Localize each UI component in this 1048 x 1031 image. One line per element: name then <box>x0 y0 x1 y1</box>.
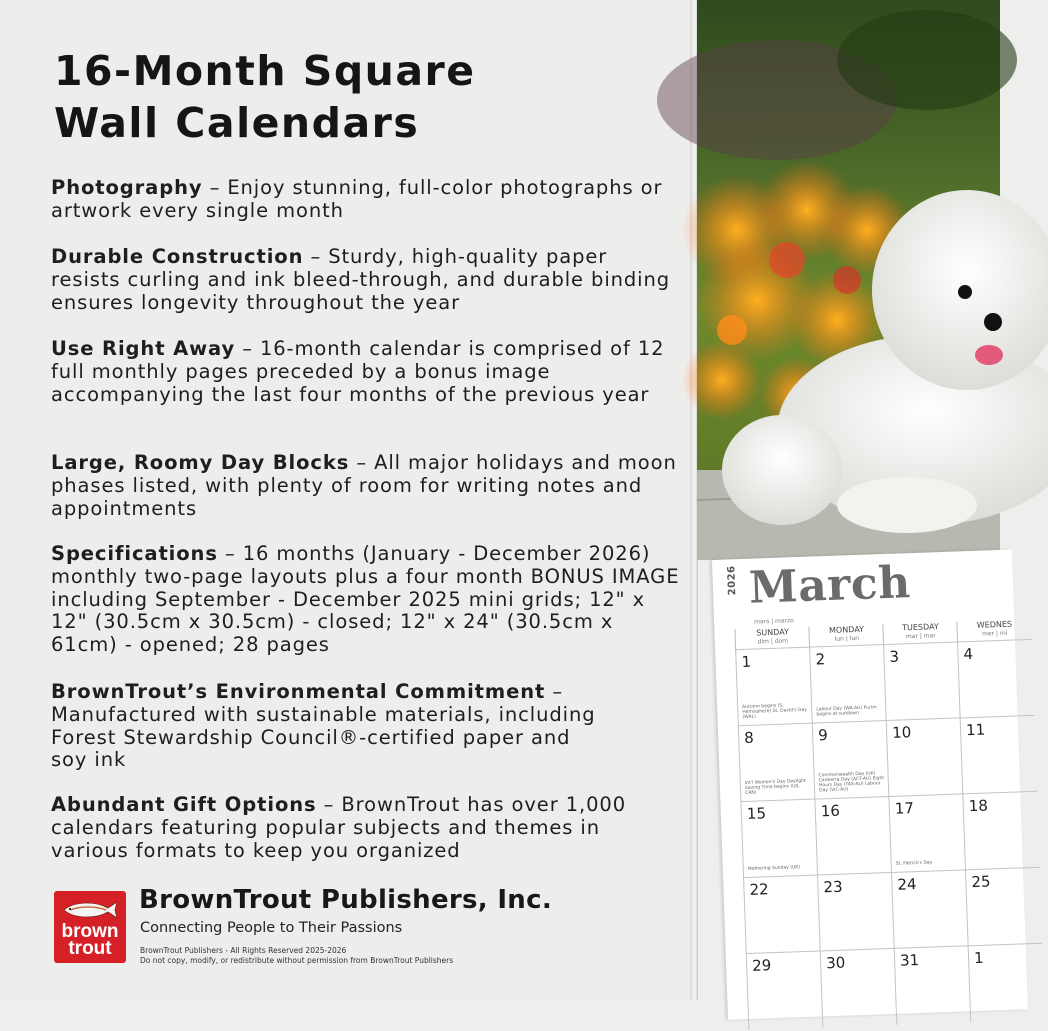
feature-photography <box>51 177 681 223</box>
logo-text-line-2: trout <box>68 938 112 959</box>
calendar-day-cell <box>883 641 961 721</box>
feature-text: – 16-month calendar is comprised of 12 full monthly pages preceded by a bonus image accompanying the last four months of the previous year <box>51 337 665 406</box>
day-number: 9 <box>817 726 829 745</box>
feature-heading: Photography <box>51 176 203 199</box>
calendar-day-cell <box>817 872 895 952</box>
photo-image <box>697 0 1000 560</box>
day-sub: dim | dom <box>757 637 789 646</box>
day-number: 16 <box>820 801 841 821</box>
calendar-day-cell <box>814 796 892 876</box>
calendar-year: 2026 <box>726 565 739 596</box>
calendar-day-cell <box>809 644 887 724</box>
day-number: 24 <box>897 875 917 894</box>
day-number: 8 <box>743 728 755 747</box>
day-number: 15 <box>746 804 767 823</box>
holiday-note: Autumn begins (S. Hemisphere) St. David's Day (WAL) <box>742 703 808 721</box>
holiday-note: Labour Day (WA-AU) Purim begins at sundown <box>816 705 877 718</box>
day-sub: lun | lun <box>834 634 860 643</box>
calendar-day-cell <box>962 791 1040 871</box>
feature-text: – Enjoy stunning, full-color photographs or artwork every single month <box>51 176 663 222</box>
day-sub: mer | mi <box>981 629 1008 638</box>
calendar-day-cell <box>820 948 898 1028</box>
feature-text: – Manufactured with sustainable materials, including Forest Stewardship Council®-certified paper and soy ink <box>51 680 596 772</box>
feature-text: – All major holidays and moon phases listed, with plenty of room for writing notes and appointments <box>51 451 677 520</box>
day-number: 11 <box>965 720 986 740</box>
day-number: 29 <box>751 956 772 975</box>
day-number: 17 <box>894 799 915 818</box>
feature-environmental <box>51 681 611 772</box>
day-number: 1 <box>741 652 752 672</box>
holiday-note: Int'l Women's Day Daylight Saving Time begins (US, CAN) <box>744 778 806 796</box>
feature-gift-options <box>51 794 681 862</box>
calendar-day-cell <box>740 799 818 879</box>
calendar-day-cell <box>886 717 964 797</box>
calendar-month-translations: mars | marzo <box>754 617 795 626</box>
day-number: 1 <box>973 948 984 968</box>
bichon-frise-dog-photo <box>697 0 1000 560</box>
logo-text-line-1: brown <box>61 921 119 942</box>
feature-durable-construction <box>51 246 681 314</box>
calendar-day-cell <box>965 867 1043 947</box>
holiday-note: Mothering Sunday (UK) <box>747 865 801 872</box>
feature-heading: Large, Roomy Day Blocks <box>51 451 350 474</box>
day-number: 25 <box>971 872 991 892</box>
day-number: 2 <box>815 650 826 669</box>
calendar-grid <box>735 639 1048 1029</box>
day-number: 10 <box>891 723 912 742</box>
day-number: 22 <box>749 880 769 899</box>
calendar-day-cell <box>738 723 816 803</box>
calendar-day-cell <box>891 869 969 949</box>
feature-heading: BrownTrout’s Environmental Commitment <box>51 680 546 703</box>
feature-text: – 16 months (January - December 2026) monthly two-page layouts plus a four month BONUS IMAGE including September - December 2025 mini grids; 12" x 12" (30.5cm x 30.5cm) - closed; 12" x 24" (30.5cm x 61cm) - opened; 28 pages <box>51 542 680 657</box>
feature-day-blocks <box>51 452 681 520</box>
feature-heading: Specifications <box>51 542 218 565</box>
calendar-day-cell <box>960 715 1038 795</box>
feature-heading: Use Right Away <box>51 337 236 360</box>
day-number: 3 <box>889 647 900 666</box>
company-name: BrownTrout Publishers, Inc. <box>139 885 553 915</box>
trout-fish-icon <box>60 899 120 921</box>
calendar-day-cell <box>894 945 972 1025</box>
feature-specifications <box>51 543 681 657</box>
calendar-day-cell <box>743 874 821 954</box>
calendar-day-cell <box>888 793 966 873</box>
day-name: SUNDAY <box>756 627 790 638</box>
calendar-day-cell <box>957 639 1035 719</box>
holiday-note: St. Patrick's Day <box>895 860 933 867</box>
holiday-note: Commonwealth Day (UK) Canberra Day (ACT-AU) Eight Hours Day (TAS-AU) Labour Day (VIC-AU) <box>818 771 885 794</box>
day-number: 18 <box>968 796 989 816</box>
page-title <box>54 45 476 149</box>
day-number: 31 <box>899 951 920 970</box>
copyright-text: BrownTrout Publishers - All Rights Reserved 2025-2026 <box>140 946 347 955</box>
feature-use-right-away <box>51 338 681 406</box>
feature-text: – Sturdy, high-quality paper resists curling and ink bleed-through, and durable binding ensures longevity throughout the year <box>51 245 671 314</box>
company-tagline: Connecting People to Their Passions <box>140 920 403 936</box>
title-line-2: Wall Calendars <box>54 99 420 147</box>
calendar-page <box>712 550 1028 1020</box>
feature-text: – BrownTrout has over 1,000 calendars featuring popular subjects and themes in various formats to keep you organized <box>51 793 627 862</box>
title-line-1: 16-Month Square <box>54 47 476 95</box>
day-number: 30 <box>825 953 846 973</box>
day-name: MONDAY <box>828 624 865 635</box>
calendar-day-cell <box>812 720 890 800</box>
day-name: TUESDAY <box>902 622 939 633</box>
browntrout-logo <box>54 891 126 963</box>
calendar-day-cell <box>968 943 1046 1023</box>
day-name: WEDNES <box>976 619 1013 630</box>
feature-heading: Abundant Gift Options <box>51 793 317 816</box>
calendar-month: March <box>748 557 912 614</box>
calendar-day-cell <box>746 950 824 1030</box>
day-sub: mar | mar <box>905 632 936 641</box>
feature-heading: Durable Construction <box>51 245 304 268</box>
day-number: 4 <box>963 644 974 664</box>
calendar-day-cell <box>735 647 813 727</box>
day-number: 23 <box>823 877 843 897</box>
copyright-notice: Do not copy, modify, or redistribute without permission from BrownTrout Publishers <box>140 956 454 965</box>
